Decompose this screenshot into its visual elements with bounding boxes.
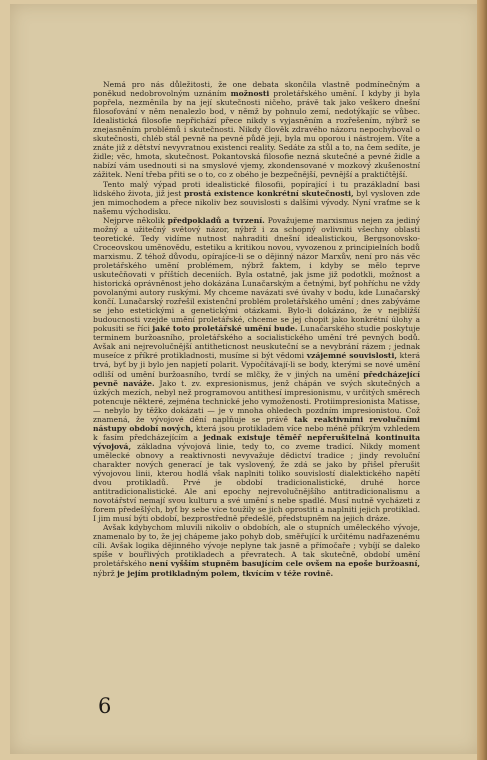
text-run: nýbrž: [93, 568, 118, 578]
text-run: proletářského umění. I kdyby ji byla popřela, nezměnila by na její skutečnosti ničeho, právě tak jako veškero dnešní filosofování v něm nenalezlo bod, v němž by pohnulo zemí, nedotýkajíc se vůbec. Idealistická filosofie nepřichází přece nikdy s vyjasněním a rozřešením, nýbrž se znejasněním problémů i skutečnosti. Nikdy člověk zdravého názoru nepochyboval o skutečnosti, chléb stál pevně na pevné půdě jeji, byla mu oporou i nástrojem. Víte a znáte již z dětství nevyvratnou existenci reality. Sedáte za stůl a to, na čem sedíte, je židle; věc, hmota, skutečnost. Pokantovská filosofie nezná skutečné a pevné židle a nabízí vám usednouti si na smyslové vjemy, zkondensované v mozkový zkušenostní zážitek. Není třeba přiti se o to, co z obého je bezpečnější, pevnější a praktičtější.: [93, 89, 420, 180]
emphasized-text: předcházející pevně naváže.: [93, 369, 420, 388]
text-run: Lunačarského studie poskytuje terminem buržoasního, proletářského a socialistického umění tré pevných bodů. Avšak ani nejrevolučnější antitheticnost neuskuteční se a nevybrání rázem ; jednak museíce z příkré protikladnosti, musíme si být vědomi: [93, 324, 421, 361]
paragraph: [93, 523, 420, 577]
text-run: Nejprve několik: [103, 215, 168, 225]
paragraph: [93, 216, 420, 524]
book-spine-edge: [477, 0, 487, 760]
text-run: Nemá pro nás důležitosti, že one debata skončila vlastně podmínečným a poněkud nedobrovolným uznáním: [93, 80, 420, 99]
emphasized-text: není vyšším stupněm basujícím cele ovšem na epoše buržoasní,: [149, 559, 420, 569]
text-run: byl vysloven zde jen mimochodem a přece nikoliv bez souvislosti s dalšími vývody. Nyní vraťme se k našemu východisku.: [93, 188, 420, 216]
text-run: Avšak kdybychom mluvili nikoliv o obdobích, ale o stupních uměleckého vývoje, znamenalo by to, že jej chápeme jako pohyb dob, směřující k určitému nadřazenému cíli. Avšak logika dějinného vývoje neplyne tak jasně a přímočaře ; vybíjí se daleko spíše v bouřlivých protikladech a převratech. A tak skutečně, období umění proletářského: [93, 523, 420, 569]
emphasized-text: vzájemné souvislosti,: [306, 351, 397, 361]
text-run: která jsou protikladem více nebo méně příkrým vzhledem k fasím předcházejícím a: [93, 423, 420, 442]
emphasized-text: možnosti: [230, 89, 270, 99]
emphasized-text: jednak existuje těměř nepřerušitelná kontinuita vývojová,: [93, 432, 421, 451]
emphasized-text: je jejím protikladným polem, tkvícím v téže rovině.: [117, 568, 334, 578]
text-run: Považujeme marxismus nejen za jediný možný a užitečný světový názor, nýbrž i za schopný ovlivniti všechny oblasti teoretické. Tedy vidíme nutnost nahraditi dnešní idealistickou, Bergsonovsko-Croceovskou uměnovědu, estetiku a kritikou novou, vyvozenou z principielních bodů marxismu. Z téhož důvodu, opírajíce-li se o dějinný názor Marxův, není pro nás věc proletářského umění problémem, nýbrž faktem, i kdyby se mělo teprve uskutečňovati v příštích deceniích. Byla ostatně, jak jsme již podotkli, možnost a historická oprávněnost jeho dokázána Lunačarským a četnými, byť pohříchu ne vždy povolanými autory ruskými. My chceme navázati své úvahy v bodu, kde Lunačarský končí. Lunačarský rozřešil existenční problém proletářského umění ; dnes zabýváme se jeho estetickými a genetickými otázkami. Bylo-li dokázáno, že v nejbližší budoucnosti vzejde umění proletářské, chceme se jej chopit jako konkrétní úlohy a pokusiti se říci: [93, 215, 420, 334]
emphasized-text: jaké toto proletářské umění bude.: [152, 324, 298, 334]
page-number: 6: [98, 694, 112, 718]
paragraph: [93, 180, 420, 216]
book-page: [10, 4, 480, 754]
emphasized-text: tak reaktivními revolučními nástupy období nových,: [93, 414, 420, 433]
text-run: která trvá, byť by ji bylo jen napjetí polarit. Vypočítávají-li se body, kterými se nové umění odliší od umění buržoasního, tvrdí se mlčky, že v jiných na umění: [93, 351, 420, 379]
emphasized-text: prostá existence konkrétní skutečnosti,: [184, 188, 354, 198]
body-text: [93, 80, 420, 578]
paragraph: [93, 80, 420, 180]
emphasized-text: předpokladů a tvrzení.: [167, 215, 265, 225]
text-run: Tento malý výpad proti idealistické filosofii, popírající i tu prazákladní basi lidského života, již jest: [93, 179, 420, 198]
text-run: základna vývojová linie, tedy to, co zveme tradicí. Nikdy moment umělecké obnovy a reaktivnosti nevyvažuje dědictví tradice ; jindy revoluční charakter nových generací je tak vyslovený, že zdá se jako by přišel přerušit vývojovou linii, kterou hodlá však naplniti toliko souvislostí dialektického napětí dvou protikladů. Prvé je období tradicionalistické, druhé horce antitradicionalistické. Ale ani epochy nejrevolučnějšího antitradicionalismu a novotářství nemají svou kulturu a své umění s nebe spadlé. Musí nutně vycházeti z forem předešlých, byť by sebe více toužily se jich oprostiti a naplniti jejich protiklad. I jim musí býti období, bezprostředně předešlé, předstupněm na jejich dráze.: [93, 441, 420, 524]
text-run: Jako t. zv. expresionismus, jenž chápán ve svých skutečných a úzkých mezích, nebyl než programovou antithesí impresionismu, v určitých směrech potencuje některé, zejména technické jeho vymoženosti. Protiimpresionista Matisse, — nebylo by těžko dokázati — je v mnoha ohledech pozdním impresionistou. Což znamená, že vývojové dění naplňuje se právě: [93, 378, 420, 424]
